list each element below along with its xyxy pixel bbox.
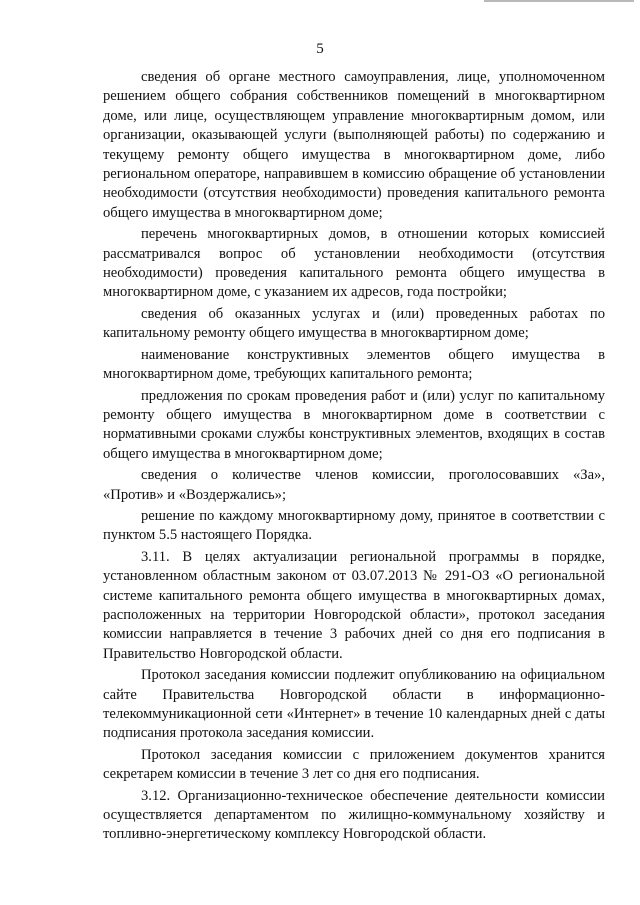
paragraph-vote-count: сведения о количестве членов комиссии, проголосовавших «За», «Против» и «Воздержались»;	[103, 467, 605, 503]
scan-edge-mark	[484, 0, 634, 2]
paragraph-protocol-storage: Протокол заседания комиссии с приложением документов хранится секретарем комиссии в течение 3 лет со дня его подписания.	[103, 746, 605, 783]
paragraph-local-authority-info: сведения об органе местного самоуправления, лице, уполномоченном решением общего собрания собственников помещений в многоквартирном доме, или лице, осуществляющем управление многоквартирным домом, или организации, оказывающей услуги (выполняющей работы) по содержанию и текущему ремонту общего имущества в многоквартирном доме, либо региональном операторе, направившем в комиссию обращение об установлении необходимости (отсутствия необходимости) проведения капитального ремонта общего имущества в многоквартирном доме;	[103, 69, 605, 221]
paragraph-section-3-12: 3.12. Организационно-техническое обеспечение деятельности комиссии осуществляется департаментом по жилищно-коммунальному хозяйству и топливно-энергетическому комплексу Новгородской области.	[103, 787, 605, 843]
paragraph-protocol-publication: Протокол заседания комиссии подлежит опубликованию на официальном сайте Правительства Новгородской области в информационно-телекоммуникационной сети «Интернет» в течение 10 календарных дней с даты подписания протокола заседания комиссии.	[103, 667, 605, 742]
page-number: 5	[316, 41, 324, 57]
paragraph-buildings-list: перечень многоквартирных домов, в отношении которых комиссией рассматривался вопрос об установлении необходимости (отсутствия необходимости) проведения капитального ремонта общего имущества в многоквартирном доме, с указанием их адресов, года постройки;	[103, 226, 605, 301]
document-body	[103, 68, 605, 847]
paragraph-structural-elements: наименование конструктивных элементов общего имущества в многоквартирном доме, требующих капитального ремонта;	[103, 346, 605, 383]
paragraph-repair-timing-proposals: предложения по срокам проведения работ и (или) услуг по капитальному ремонту общего имущества в многоквартирном доме в соответствии с нормативными сроками службы конструктивных элементов, входящих в состав общего имущества в многоквартирном доме;	[103, 387, 605, 462]
paragraph-decision: решение по каждому многоквартирному дому, принятое в соответствии с пунктом 5.5 настоящего Порядка.	[103, 507, 605, 544]
paragraph-services-info: сведения об оказанных услугах и (или) проведенных работах по капитальному ремонту общего имущества в многоквартирном доме;	[103, 305, 605, 342]
paragraph-section-3-11: 3.11. В целях актуализации региональной программы в порядке, установленном областным законом от 03.07.2013 № 291-ОЗ «О региональной системе капитального ремонта общего имущества в многоквартирных домах, расположенных на территории Новгородской области», протокол заседания комиссии направляется в течение 3 рабочих дней со дня его подписания в Правительство Новгородской области.	[103, 548, 605, 662]
